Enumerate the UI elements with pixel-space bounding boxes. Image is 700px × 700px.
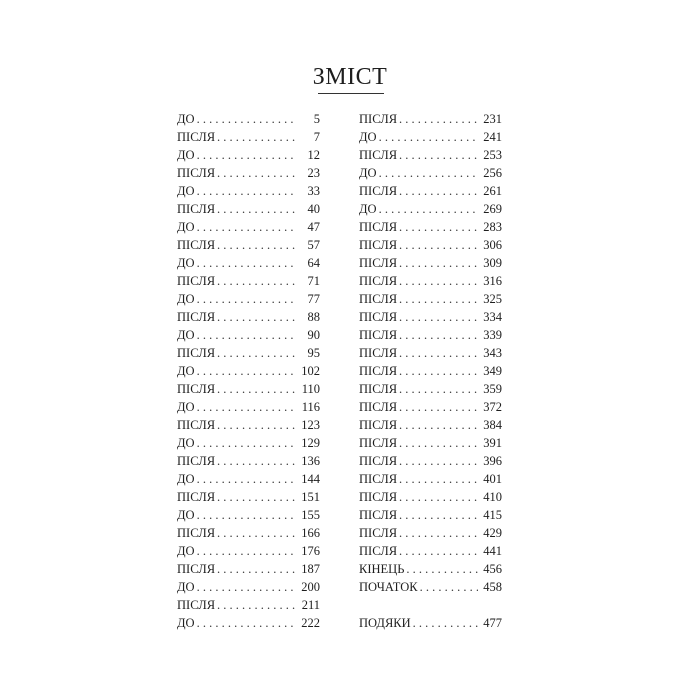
toc-entry-page: 7	[313, 130, 320, 144]
toc-entry	[177, 326, 320, 344]
toc-entry-page: 57	[307, 238, 320, 252]
toc-entry-page: 77	[307, 292, 320, 306]
toc-entry-label: ДО	[177, 508, 195, 522]
toc-entry-page: 458	[483, 580, 502, 594]
page-title: ЗМІСТ	[312, 64, 388, 90]
toc-entry-page: 391	[483, 436, 502, 450]
toc-entry-label: ПІСЛЯ	[177, 382, 216, 396]
toc-dot-leader	[399, 488, 478, 506]
toc-entry-page: 47	[307, 220, 320, 234]
toc-dot-leader	[197, 254, 296, 272]
toc-entry	[177, 524, 320, 542]
toc-entry	[177, 218, 320, 236]
toc-entry	[177, 398, 320, 416]
toc-entry	[359, 236, 502, 254]
toc-entry-label: ПІСЛЯ	[177, 598, 216, 612]
toc-entry-label: ДО	[177, 616, 195, 630]
toc-dot-leader	[197, 398, 296, 416]
toc-dot-leader	[197, 290, 296, 308]
toc-entry	[177, 542, 320, 560]
toc-entry-page: 116	[301, 400, 320, 414]
toc-entry-page: 64	[307, 256, 320, 270]
toc-entry-page: 95	[307, 346, 320, 360]
toc-entry	[177, 290, 320, 308]
toc-dot-leader	[197, 182, 296, 200]
toc-entry-label: ПІСЛЯ	[359, 112, 398, 126]
toc-entry	[177, 416, 320, 434]
toc-entry-label: ПІСЛЯ	[177, 454, 216, 468]
toc-entry-label: ПІСЛЯ	[177, 274, 216, 288]
toc-dot-leader	[399, 182, 478, 200]
toc-entry	[177, 560, 320, 578]
toc-entry-label: ПІСЛЯ	[177, 130, 216, 144]
toc-entry-page: 349	[483, 364, 502, 378]
toc-entry	[359, 146, 502, 164]
toc-entry-label: ДО	[359, 166, 377, 180]
toc-entry-page: 477	[483, 616, 502, 630]
toc-dot-leader	[399, 272, 478, 290]
toc-entry	[359, 434, 502, 452]
toc-entry	[177, 362, 320, 380]
toc-entry	[359, 272, 502, 290]
toc-dot-leader	[197, 542, 296, 560]
toc-entry	[359, 416, 502, 434]
toc-entry-page: 339	[483, 328, 502, 342]
toc-entry-page: 269	[483, 202, 502, 216]
toc-entry	[359, 290, 502, 308]
toc-entry	[177, 614, 320, 632]
toc-entry-page: 222	[301, 616, 320, 630]
toc-entry-page: 241	[483, 130, 502, 144]
toc-dot-leader	[197, 470, 296, 488]
toc-entry-label: ПІСЛЯ	[359, 418, 398, 432]
toc-dot-leader	[197, 614, 296, 632]
toc-right-column	[359, 110, 502, 632]
toc-entry	[359, 380, 502, 398]
toc-entry	[177, 470, 320, 488]
toc-entry-page: 253	[483, 148, 502, 162]
toc-entry	[359, 362, 502, 380]
toc-entry	[359, 578, 502, 596]
toc-entry	[177, 506, 320, 524]
toc-dot-leader	[217, 272, 296, 290]
toc-dot-leader	[399, 524, 478, 542]
toc-entry	[177, 452, 320, 470]
toc-dot-leader	[217, 344, 296, 362]
toc-entry-label: ДО	[177, 184, 195, 198]
toc-dot-leader	[217, 236, 296, 254]
toc-entry-label: ПІСЛЯ	[359, 274, 398, 288]
toc-entry	[177, 254, 320, 272]
toc-entry	[359, 488, 502, 506]
toc-entry	[359, 110, 502, 128]
toc-entry-label: ПІСЛЯ	[359, 454, 398, 468]
toc-entry-label: ПІСЛЯ	[359, 310, 398, 324]
toc-entry-page: 396	[483, 454, 502, 468]
toc-entry-label: ПІСЛЯ	[177, 526, 216, 540]
toc-dot-leader	[420, 578, 478, 596]
toc-entry-label: ДО	[177, 148, 195, 162]
toc-entry-page: 306	[483, 238, 502, 252]
toc-entry-page: 12	[307, 148, 320, 162]
toc-entry-page: 283	[483, 220, 502, 234]
toc-dot-leader	[217, 164, 296, 182]
toc-dot-leader	[399, 362, 478, 380]
toc-dot-leader	[399, 290, 478, 308]
toc-entry	[359, 344, 502, 362]
toc-entry-page: 90	[307, 328, 320, 342]
toc-entry-label: ПІСЛЯ	[359, 508, 398, 522]
toc-dot-leader	[217, 128, 296, 146]
toc-entry	[359, 218, 502, 236]
title-underline	[318, 93, 384, 94]
toc-entry	[177, 272, 320, 290]
toc-entry-page: 155	[301, 508, 320, 522]
toc-entry-page: 309	[483, 256, 502, 270]
toc-entry-page: 187	[301, 562, 320, 576]
toc-entry-label: ПІСЛЯ	[359, 382, 398, 396]
toc-dot-leader	[399, 110, 478, 128]
toc-entry-label: ПІСЛЯ	[359, 184, 398, 198]
toc-entry-label: ПІСЛЯ	[177, 238, 216, 252]
toc-dot-leader	[399, 398, 478, 416]
toc-entry-label: КІНЕЦЬ	[359, 562, 405, 576]
toc-entry-page: 415	[483, 508, 502, 522]
toc-entry-page: 410	[483, 490, 502, 504]
toc-entry	[177, 236, 320, 254]
toc-dot-leader	[217, 488, 296, 506]
toc-entry	[177, 128, 320, 146]
toc-dot-leader	[379, 128, 478, 146]
toc-entry-page: 176	[301, 544, 320, 558]
toc-entry	[359, 524, 502, 542]
toc-entry	[359, 542, 502, 560]
toc-entry-label: ПІСЛЯ	[359, 148, 398, 162]
toc-entry-label: ПОДЯКИ	[359, 616, 411, 630]
toc-entry-page: 110	[301, 382, 320, 396]
toc-entry-label: ПІСЛЯ	[359, 364, 398, 378]
toc-entry	[359, 398, 502, 416]
toc-entry	[177, 380, 320, 398]
toc-dot-leader	[399, 542, 478, 560]
toc-entry	[177, 488, 320, 506]
toc-dot-leader	[399, 308, 478, 326]
toc-dot-leader	[197, 362, 296, 380]
toc-dot-leader	[217, 200, 296, 218]
toc-dot-leader	[379, 164, 478, 182]
toc-entry-page: 33	[307, 184, 320, 198]
toc-entry-page: 261	[483, 184, 502, 198]
toc-entry-page: 343	[483, 346, 502, 360]
toc-entry	[359, 200, 502, 218]
toc-entry	[359, 506, 502, 524]
toc-dot-leader	[217, 416, 296, 434]
toc-entry-label: ПІСЛЯ	[359, 346, 398, 360]
toc-entry-label: ДО	[177, 472, 195, 486]
toc-entry-page: 166	[301, 526, 320, 540]
toc-entry	[177, 146, 320, 164]
toc-dot-leader	[197, 146, 296, 164]
toc-dot-leader	[399, 326, 478, 344]
toc-entry-label: ДО	[177, 580, 195, 594]
toc-entry	[359, 470, 502, 488]
toc-dot-leader	[399, 470, 478, 488]
toc-entry-page: 429	[483, 526, 502, 540]
toc-entry-page: 401	[483, 472, 502, 486]
toc-entry-page: 102	[301, 364, 320, 378]
toc-entry-label: ПІСЛЯ	[359, 472, 398, 486]
toc-dot-leader	[399, 380, 478, 398]
toc-entry-label: ПІСЛЯ	[359, 256, 398, 270]
toc-dot-leader	[197, 506, 296, 524]
toc-dot-leader	[399, 218, 478, 236]
toc-dot-leader	[217, 560, 296, 578]
toc-entry-label: ПІСЛЯ	[177, 346, 216, 360]
toc-dot-leader	[217, 452, 296, 470]
toc-dot-leader	[399, 344, 478, 362]
toc-entry-page: 88	[307, 310, 320, 324]
toc-dot-leader	[413, 614, 478, 632]
toc-entry-label: ПІСЛЯ	[177, 490, 216, 504]
toc-entry-page: 325	[483, 292, 502, 306]
toc-entry-page: 256	[483, 166, 502, 180]
toc-entry-page: 136	[301, 454, 320, 468]
toc-entry-label: ПІСЛЯ	[359, 490, 398, 504]
toc-entry-label: ПІСЛЯ	[359, 436, 398, 450]
toc-entry-label: ДО	[177, 364, 195, 378]
toc-dot-leader	[217, 380, 296, 398]
toc-dot-leader	[399, 254, 478, 272]
toc-entry	[359, 128, 502, 146]
toc-entry	[177, 596, 320, 614]
toc-dot-leader	[197, 578, 296, 596]
toc-entry-label: ПІСЛЯ	[359, 328, 398, 342]
toc-entry	[177, 308, 320, 326]
toc-entry-label: ПОЧАТОК	[359, 580, 418, 594]
toc-entry	[359, 452, 502, 470]
toc-entry-page: 384	[483, 418, 502, 432]
toc-dot-leader	[399, 506, 478, 524]
toc-entry	[359, 164, 502, 182]
toc-entry-label: ДО	[177, 292, 195, 306]
toc-entry	[177, 182, 320, 200]
toc-entry-label: ДО	[177, 436, 195, 450]
toc-entry-page: 372	[483, 400, 502, 414]
toc-dot-leader	[399, 236, 478, 254]
toc-entry-page: 129	[301, 436, 320, 450]
toc-entry-label: ДО	[177, 256, 195, 270]
toc-entry-label: ПІСЛЯ	[177, 202, 216, 216]
toc-entry-label: ДО	[177, 112, 195, 126]
toc-entry-label: ДО	[177, 544, 195, 558]
toc-dot-leader	[399, 452, 478, 470]
toc-dot-leader	[197, 326, 296, 344]
toc-entry-label: ДО	[177, 220, 195, 234]
toc-entry	[359, 560, 502, 578]
toc-entry-label: ДО	[359, 202, 377, 216]
toc-entry-label: ДО	[359, 130, 377, 144]
toc-entry-page: 144	[301, 472, 320, 486]
toc-entry-label: ПІСЛЯ	[359, 544, 398, 558]
toc-entry-label: ПІСЛЯ	[177, 166, 216, 180]
toc-entry-label: ДО	[177, 328, 195, 342]
toc-entry	[177, 578, 320, 596]
toc-dot-leader	[217, 308, 296, 326]
toc-entry-label: ПІСЛЯ	[359, 238, 398, 252]
toc-dot-leader	[217, 596, 296, 614]
toc-dot-leader	[399, 434, 478, 452]
toc-entry	[359, 326, 502, 344]
toc-entry	[177, 434, 320, 452]
toc-entry-page: 231	[483, 112, 502, 126]
toc-entry-page: 23	[307, 166, 320, 180]
toc-entry	[177, 110, 320, 128]
toc-dot-leader	[197, 218, 296, 236]
toc-dot-leader	[197, 110, 296, 128]
toc-entry	[177, 344, 320, 362]
toc-entry-page: 5	[313, 112, 320, 126]
toc-dot-leader	[217, 524, 296, 542]
toc-entry	[359, 254, 502, 272]
toc-entry-label: ПІСЛЯ	[359, 220, 398, 234]
toc-entry-page: 211	[301, 598, 320, 612]
toc-entry-label: ПІСЛЯ	[359, 526, 398, 540]
toc-entry-page: 40	[307, 202, 320, 216]
toc-dot-leader	[399, 146, 478, 164]
toc-entry-page: 441	[483, 544, 502, 558]
toc-entry-page: 151	[301, 490, 320, 504]
toc-entry-label: ДО	[177, 400, 195, 414]
toc-dot-leader	[379, 200, 478, 218]
toc-entry	[177, 200, 320, 218]
toc-entry-label: ПІСЛЯ	[177, 418, 216, 432]
toc-entry-page: 123	[301, 418, 320, 432]
toc-entry-page: 334	[483, 310, 502, 324]
toc-dot-leader	[197, 434, 296, 452]
toc-left-column	[177, 110, 320, 632]
toc-entry-page: 200	[301, 580, 320, 594]
toc-dot-leader	[406, 560, 478, 578]
toc-dot-leader	[399, 416, 478, 434]
toc-entry-page: 456	[483, 562, 502, 576]
toc-entry	[177, 164, 320, 182]
toc-entry	[359, 614, 502, 632]
toc-entry-label: ПІСЛЯ	[177, 562, 216, 576]
toc-entry-page: 359	[483, 382, 502, 396]
toc-entry-label: ПІСЛЯ	[359, 400, 398, 414]
toc-entry	[359, 308, 502, 326]
toc-entry-page: 71	[307, 274, 320, 288]
toc-entry	[359, 182, 502, 200]
toc-entry-label: ПІСЛЯ	[359, 292, 398, 306]
toc-entry-label: ПІСЛЯ	[177, 310, 216, 324]
toc-entry-page: 316	[483, 274, 502, 288]
